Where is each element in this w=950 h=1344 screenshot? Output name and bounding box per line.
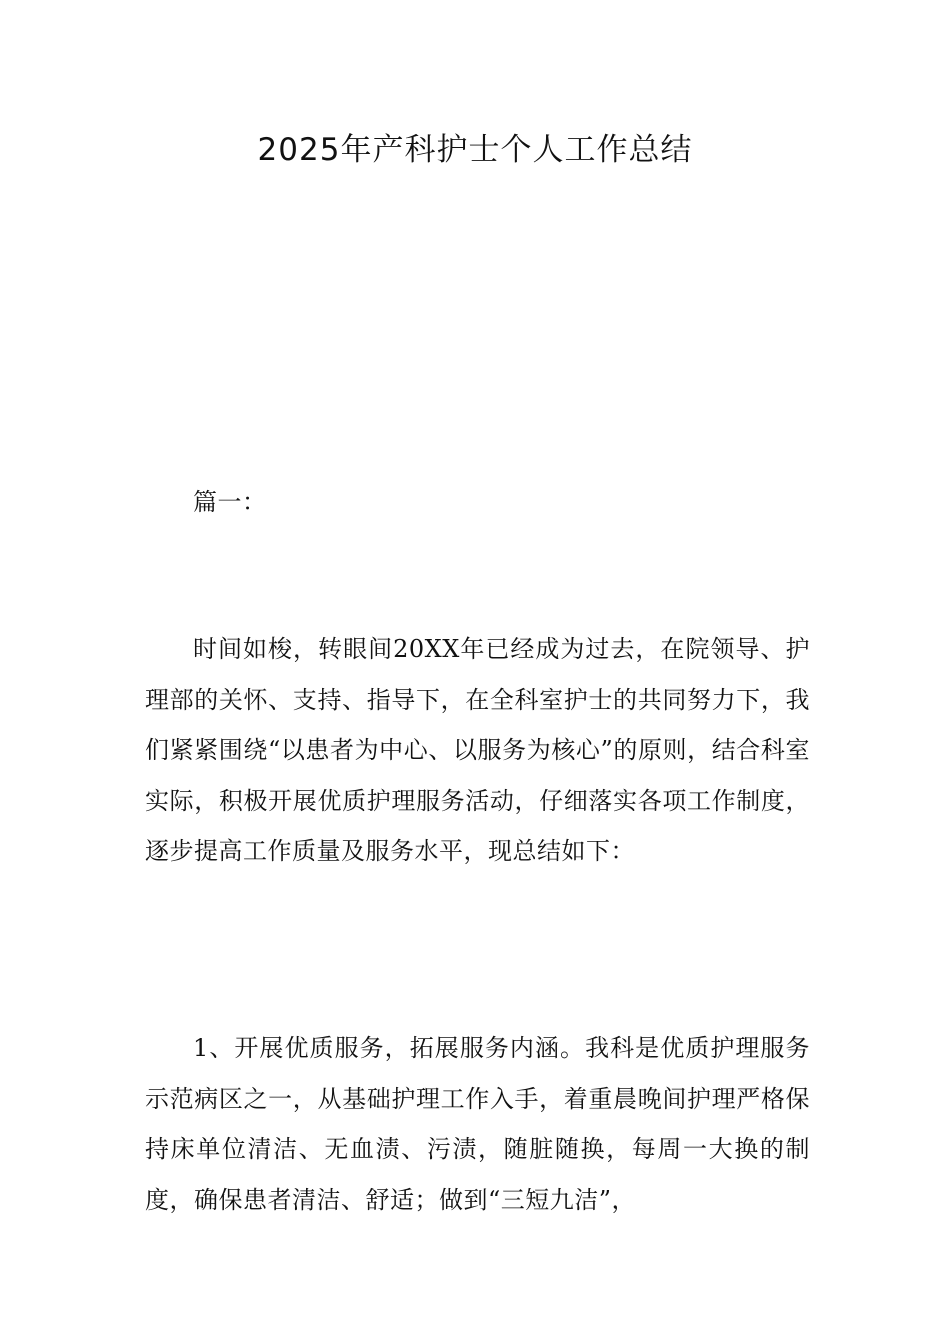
section-label: 篇一： (193, 488, 267, 516)
paragraph-intro: 时间如梭，转眼间20XX年已经成为过去，在院领导、护理部的关怀、支持、指导下，在全科室护士的共同努力下，我们紧紧围绕“以患者为中心、以服务为核心”的原则，结合科室实际，积极开展优质护理服务活动，仔细落实各项工作制度，逐步提高工作质量及服务水平，现总结如下： (145, 635, 810, 865)
document-title: 2025年产科护士个人工作总结 (257, 132, 693, 168)
paragraph-item-1: 1、开展优质服务，拓展服务内涵。我科是优质护理服务示范病区之一，从基础护理工作入手，着重晨晚间护理严格保持床单位清洁、无血渍、污渍，随脏随换，每周一大换的制度，确保患者清洁、舒适；做到“三短九洁”， (145, 1034, 810, 1214)
